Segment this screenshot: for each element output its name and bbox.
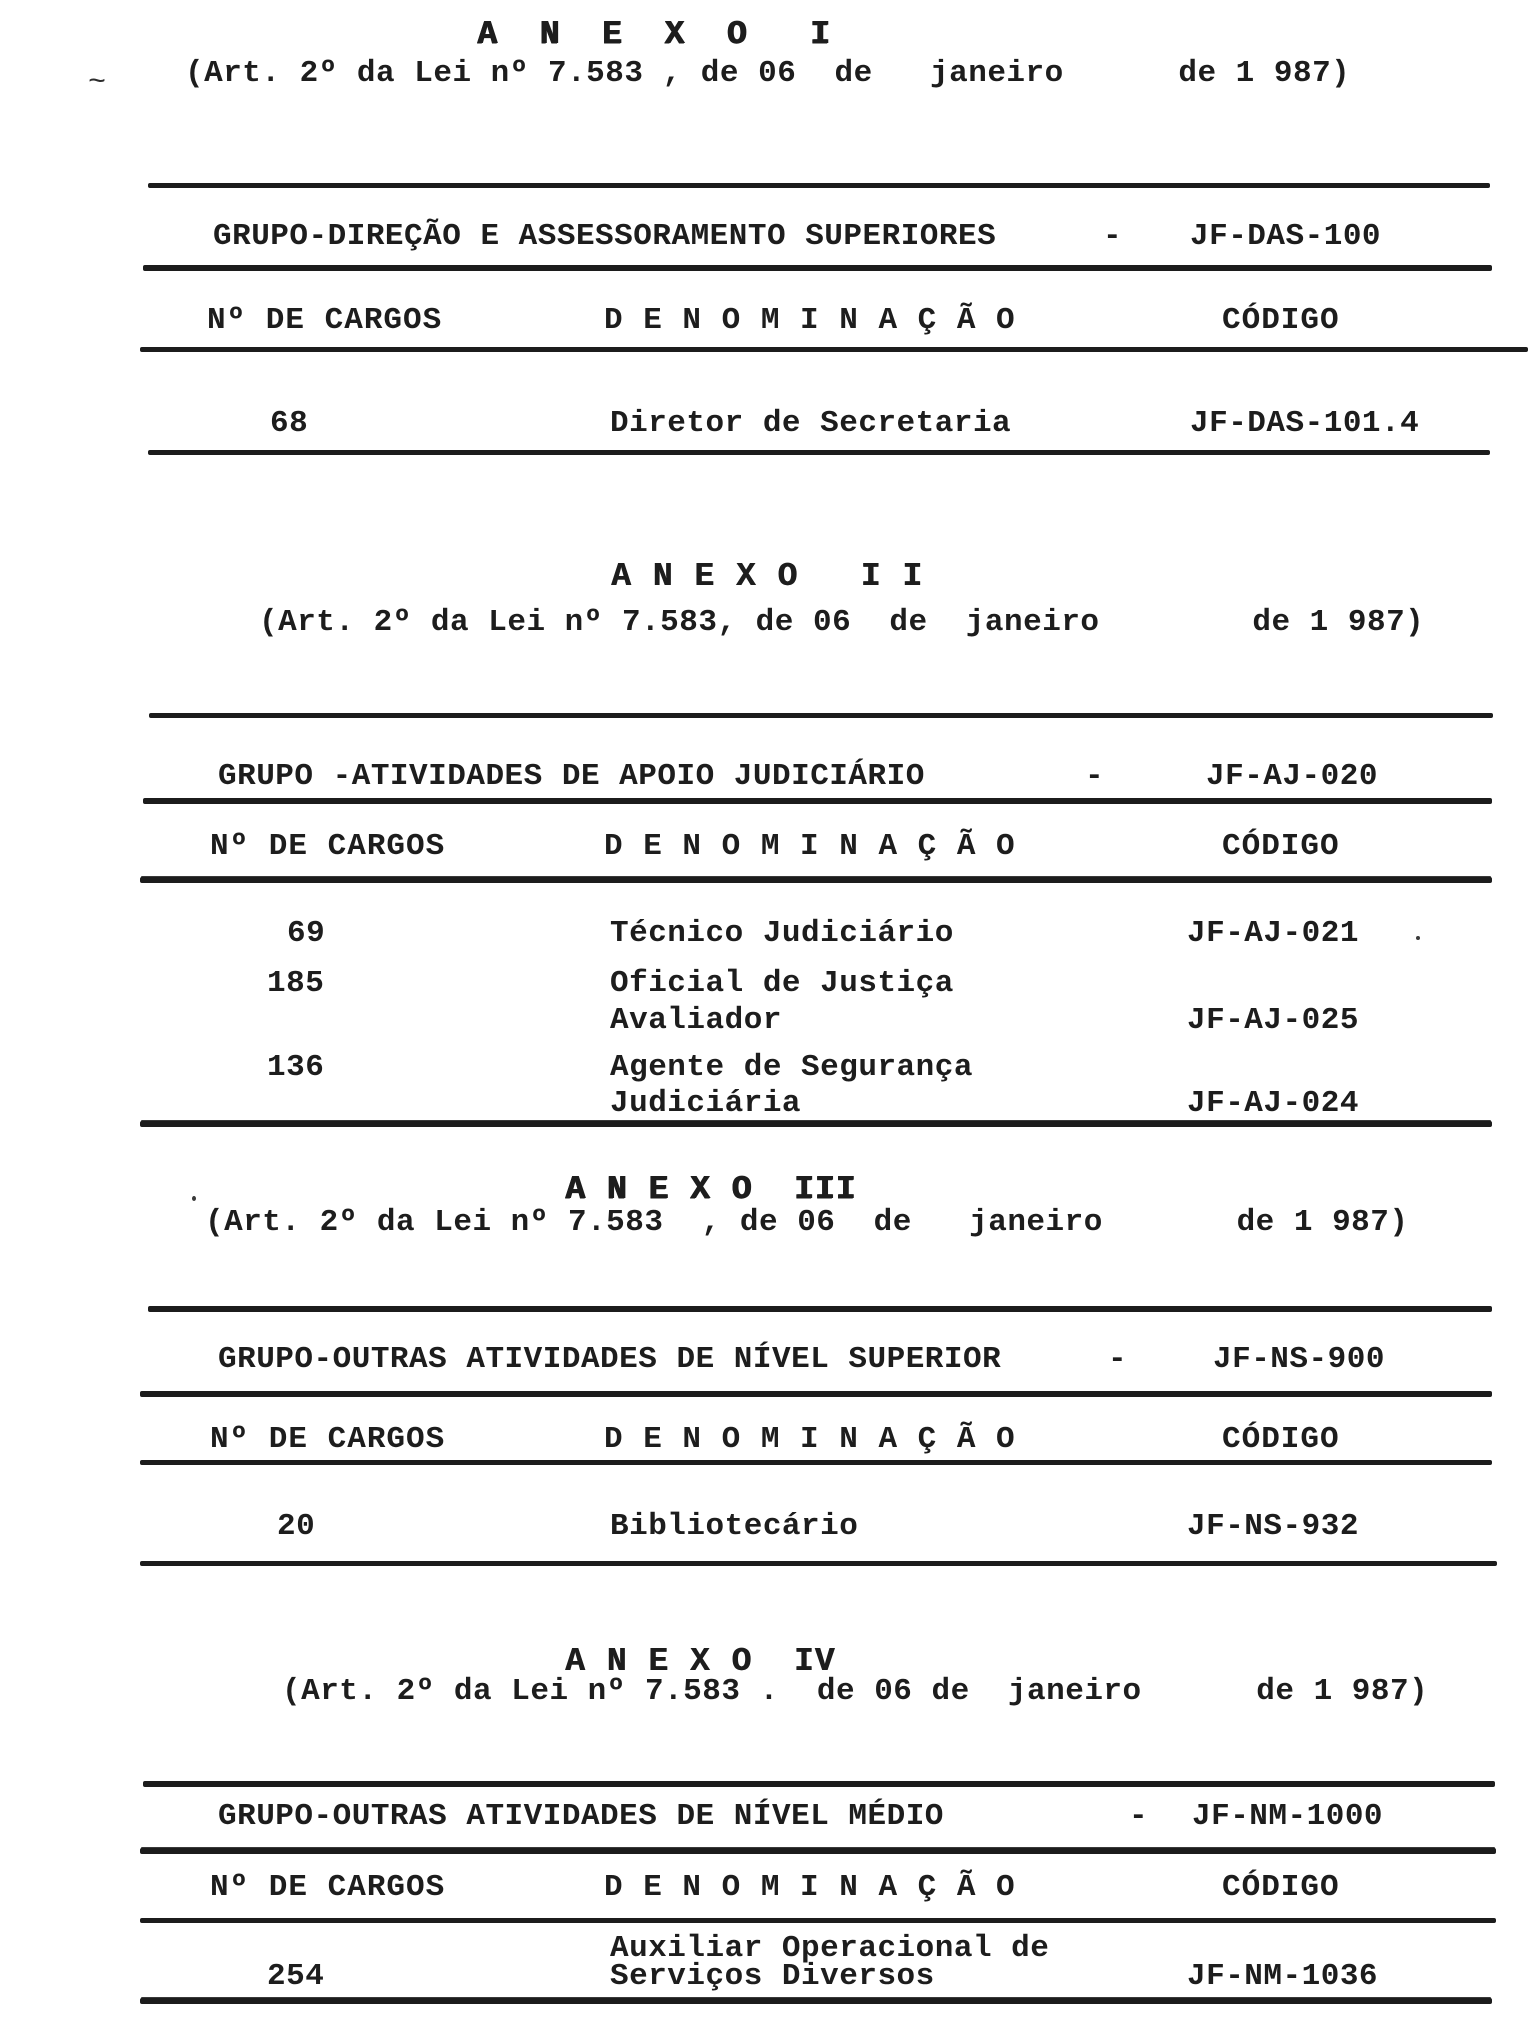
table-row-codigo: JF-AJ-021 [1187,916,1359,951]
anexo-i-group-code: JF-DAS-100 [1190,219,1382,254]
anexo-iv-column-header-denominacao: D E N O M I N A Ç Ã O [604,1870,1016,1905]
anexo-iii-column-header-denominacao: D E N O M I N A Ç Ã O [604,1422,1016,1457]
table-rule [148,183,1490,188]
anexo-ii-column-header-codigo: CÓDIGO [1222,829,1340,864]
table-row-codigo: JF-DAS-101.4 [1190,406,1420,441]
table-rule [140,1848,1496,1854]
table-rule [140,1561,1497,1566]
table-row-cargos: 254 [267,1959,325,1994]
anexo-i-group-separator: - [1103,219,1123,254]
table-row-denominacao: Diretor de Secretaria [610,406,1012,441]
anexo-ii-column-header-denominacao: D E N O M I N A Ç Ã O [604,829,1016,864]
table-rule [143,1781,1495,1787]
table-rule [140,347,1528,352]
anexo-iii-group-name: GRUPO-OUTRAS ATIVIDADES DE NÍVEL SUPERIOR [218,1342,1002,1377]
anexo-ii-group-separator: - [1085,759,1105,794]
scan-squiggle-mark: ~ [88,66,107,100]
table-row-denominacao: Técnico Judiciário [610,916,954,951]
anexo-iv-group-separator: - [1129,1799,1149,1834]
table-row-denominacao-line2: Avaliador [610,1003,782,1038]
table-row-codigo: JF-NM-1036 [1187,1959,1379,1994]
table-rule [140,877,1492,883]
table-row-cargos: 185 [267,966,325,1001]
table-row-denominacao: Agente de Segurança [610,1050,973,1085]
table-rule [149,713,1493,718]
table-row-codigo: JF-NS-932 [1187,1509,1359,1544]
anexo-i-title: A N E X O I [477,16,831,53]
anexo-iii-subtitle: (Art. 2º da Lei nº 7.583 , de 06 de janeiro de 1 987) [205,1205,1409,1240]
table-row-cargos: 20 [277,1509,316,1544]
anexo-iii-column-header-codigo: CÓDIGO [1222,1422,1340,1457]
table-row-denominacao-line2: Judiciária [610,1086,802,1121]
anexo-ii-title: A N E X O I I [611,558,924,595]
scan-speck [192,1196,196,1201]
anexo-i-column-header-cargos: Nº DE CARGOS [207,303,443,338]
table-rule [143,265,1492,271]
table-rule [140,1391,1492,1397]
anexo-i-group-name: GRUPO-DIREÇÃO E ASSESSORAMENTO SUPERIORES [213,219,997,254]
anexo-iv-column-header-codigo: CÓDIGO [1222,1870,1340,1905]
table-row-denominacao-line2: Serviços Diversos [610,1959,935,1994]
anexo-iv-subtitle: (Art. 2º da Lei nº 7.583 . de 06 de janeiro de 1 987) [282,1674,1429,1709]
table-row-denominacao: Oficial de Justiça [610,966,954,1001]
anexo-iii-group-separator: - [1108,1342,1128,1377]
anexo-i-column-header-codigo: CÓDIGO [1222,303,1340,338]
anexo-iv-group-name: GRUPO-OUTRAS ATIVIDADES DE NÍVEL MÉDIO [218,1799,944,1834]
anexo-i-subtitle: (Art. 2º da Lei nº 7.583 , de 06 de janeiro de 1 987) [185,56,1351,91]
table-row-denominacao: Auxiliar Operacional de [610,1931,1050,1966]
anexo-iii-title: A N E X O III [565,1171,857,1208]
anexo-ii-column-header-cargos: Nº DE CARGOS [210,829,446,864]
table-rule [148,450,1490,455]
table-rule [140,1121,1492,1127]
anexo-iv-title: A N E X O IV [565,1643,836,1680]
anexo-i-column-header-denominacao: D E N O M I N A Ç Ã O [604,303,1016,338]
table-row-cargos: 136 [267,1050,325,1085]
scan-speck [1416,936,1420,940]
table-row-cargos: 69 [287,916,326,951]
table-rule [143,798,1492,804]
anexo-ii-group-code: JF-AJ-020 [1206,759,1378,794]
table-rule [140,1918,1496,1923]
anexo-iii-group-code: JF-NS-900 [1213,1342,1385,1377]
table-rule [140,1998,1492,2004]
anexo-ii-group-name: GRUPO -ATIVIDADES DE APOIO JUDICIÁRIO [218,759,925,794]
table-row-cargos: 68 [270,406,309,441]
table-rule [148,1306,1492,1312]
anexo-iv-column-header-cargos: Nº DE CARGOS [210,1870,446,1905]
table-rule [140,1460,1492,1465]
anexo-iii-column-header-cargos: Nº DE CARGOS [210,1422,446,1457]
table-row-denominacao: Bibliotecário [610,1509,859,1544]
anexo-iv-group-code: JF-NM-1000 [1192,1799,1384,1834]
table-row-codigo: JF-AJ-025 [1187,1003,1359,1038]
anexo-ii-subtitle: (Art. 2º da Lei nº 7.583, de 06 de janeiro de 1 987) [259,605,1425,640]
table-row-codigo: JF-AJ-024 [1187,1086,1359,1121]
